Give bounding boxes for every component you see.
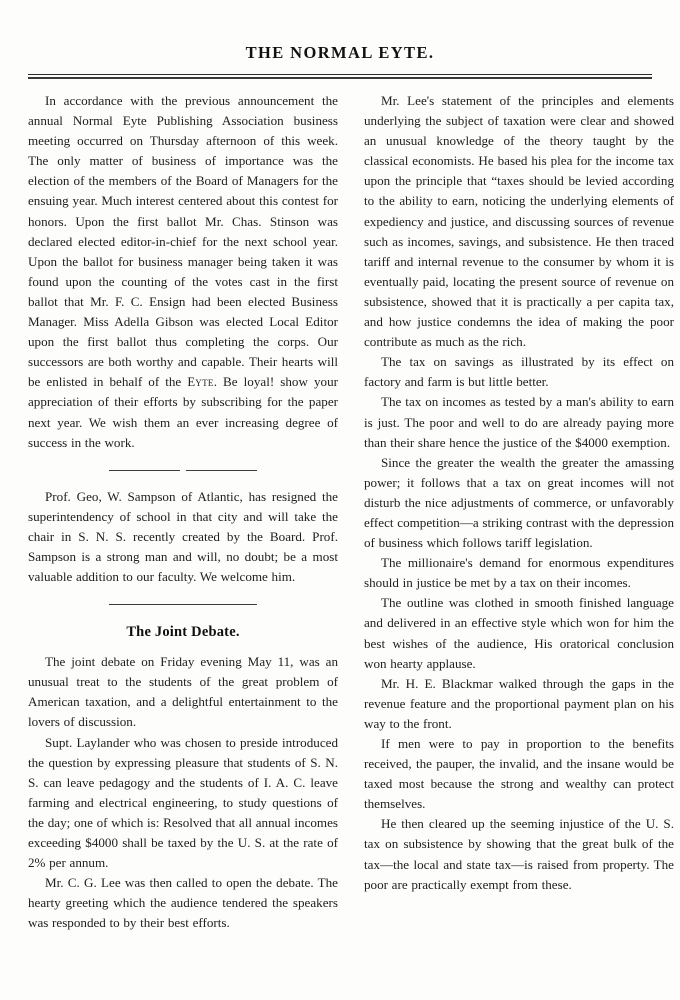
paragraph-benefits: If men were to pay in proportion to the benefits received, the pauper, the invalid, and the insane would be taxed most because the strong and wealthy can protect themselves.: [364, 736, 674, 812]
column-layout: [28, 91, 674, 933]
paragraph-announcement-tail: . Be loyal! show your appreciation of their efforts by subscribing for the paper next year. We wish them an ever increasing degree of success in the work.: [28, 374, 338, 450]
section-divider-2: [109, 604, 257, 605]
paragraph-injustice: He then cleared up the seeming injustice of the U. S. tax on subsistence by showing that the great bulk of the tax—the local and state tax—is raised from property. The poor are practically exempt from these.: [364, 816, 674, 892]
left-column: [28, 91, 338, 933]
paragraph-debate-intro: The joint debate on Friday evening May 11, was an unusual treat to the students of the great problem of American taxation, and a delightful entertainment to the lovers of discussion.: [28, 654, 338, 730]
paragraph-sampson: Prof. Geo, W. Sampson of Atlantic, has resigned the superintendency of school in that city and will take the chair in S. N. S. recently created by the Board. Prof. Sampson is a strong man and will, no doubt; be a most valuable addition to our faculty. We welcome him.: [28, 488, 338, 585]
paragraph-laylander: Supt. Laylander who was chosen to preside introduced the question by expressing pleasure that students of S. N. S. can leave pedagogy and the students of I. A. C. leave farming and electrical engineering, to study questions of the day; one of which is: Resolved that all annual incomes exceeding $4000 shall be taxed by the U. S. at the rate of 2% per annum.: [28, 734, 338, 871]
masthead: [28, 0, 652, 78]
section-divider-1: [109, 470, 257, 471]
paragraph-tax-savings: The tax on savings as illustrated by its effect on factory and farm is but little better.: [364, 354, 674, 390]
paragraph-tax-incomes: The tax on incomes as tested by a man's ability to earn is just. The poor and well to do are already paying more than their share hence the justice of the $4000 exemption.: [364, 394, 674, 450]
eyte-smallcaps: Eyte: [187, 375, 214, 390]
paragraph-blackmar: Mr. H. E. Blackmar walked through the gaps in the revenue feature and the proportional payment plan on his way to the front.: [364, 675, 674, 731]
joint-debate-heading: The Joint Debate.: [126, 624, 240, 641]
page-title: THE NORMAL EYTE.: [245, 43, 435, 62]
right-column: [364, 91, 674, 933]
paragraph-wealth-amassing: Since the greater the wealth the greater the amassing power; it follows that a tax on great incomes will not disturb the nice adjustments of commerce, or unfavorably effect competition—a striking contrast with the depression of business which follows tariff legislation.: [364, 454, 674, 551]
paragraph-announcement-head: In accordance with the previous announcement the annual Normal Eyte Publishing Association business meeting occurred on Thursday afternoon of this week. The only matter of business of importance was the election of the members of the Board of Managers for the ensuing year. Much interest centered about this contest for honors. Upon the first ballot Mr. Chas. Stinson was declared elected editor-in-chief for the next school year. Upon the ballot for business manager being taken it was found upon the counting of the votes cast in the first ballot that Mr. F. C. Ensign had been elected Business Manager. Miss Adella Gibson was elected Local Editor upon the first ballot thus completing the corps. Our successors are both worthy and capable. Their hearts will be enlisted in behalf of the: [28, 93, 338, 390]
paragraph-outline-style: The outline was clothed in smooth finished language and delivered in an effective style which won for him the best wishes of the audience, His oratorical conclusion won hearty applause.: [364, 595, 674, 671]
masthead-divider: [28, 74, 652, 78]
paragraph-lee-statement: Mr. Lee's statement of the principles and elements underlying the subject of taxation were clear and showed an unusual knowledge of the theory taught by the classical economists. He based his plea for the income tax upon the principle that “taxes should be levied according to the ability to earn, noticing the underlying elements of expediency and justice, and discussing sources of revenue such as incomes, savings, and subsistence. He then traced tariff and internal revenue to the consumer by whom it is eventually paid, locating the present source of revenue on subsistence, showed that it is practically a per capita tax, and how justice condemns the idea of making the poor contribute as much as the rich.: [364, 93, 674, 350]
paragraph-announcement: [28, 91, 338, 453]
paragraph-millionaire: The millionaire's demand for enormous expenditures should in justice be met by a tax on their incomes.: [364, 555, 674, 591]
paragraph-lee-open: Mr. C. G. Lee was then called to open the debate. The hearty greeting which the audience tendered the speakers was responded to by their best efforts.: [28, 875, 338, 931]
